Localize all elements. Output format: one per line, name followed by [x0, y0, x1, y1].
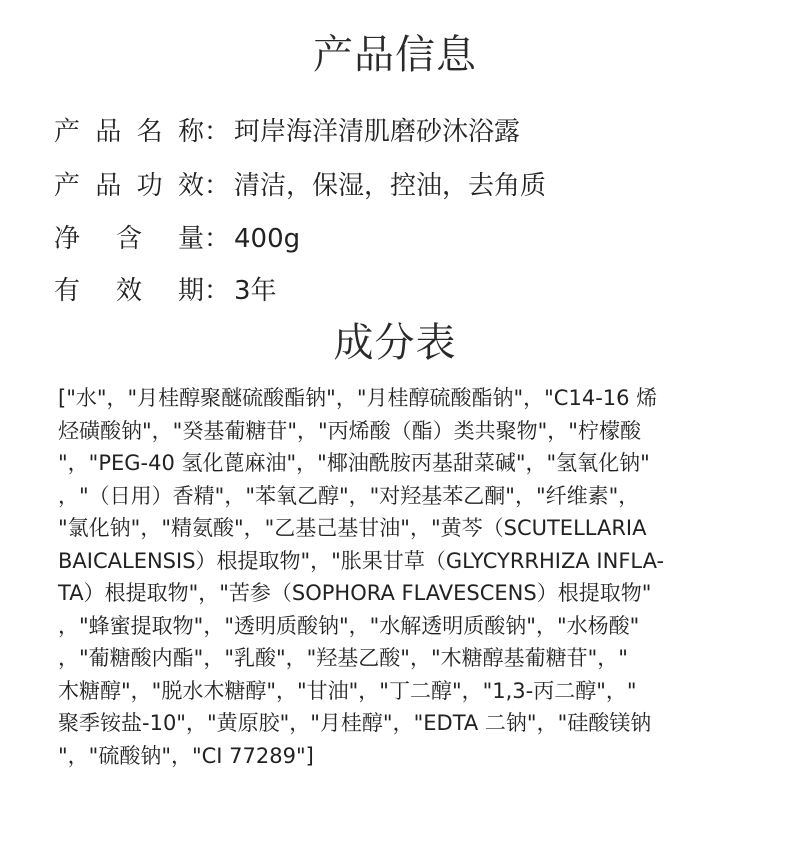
- info-label: 有效期: [54, 276, 204, 306]
- info-row-shelf-life: [54, 273, 277, 309]
- info-row-product-name: [54, 114, 520, 150]
- info-value: 3年: [234, 276, 277, 306]
- ingredients-list: ["水"，"月桂醇聚醚硫酸酯钠"，"月桂醇硫酸酯钠"，"C14-16 烯 烃磺酸钠"，"癸基葡糖苷"，"丙烯酸（酯）类共聚物"，"柠檬酸 "，"PEG-40 氢化蓖麻油"，"椰油酰胺丙基甜菜碱"，"氢氧化钠" ，"（日用）香精"，"苯氧乙醇"，"对羟基苯乙酮"，"纤维素"， "氯化钠"，"精氨酸"，"乙基己基甘油"，"黄芩（SCUTELLARIA BAICALENSIS）根提取物"，"胀果甘草（GLYCYRRHIZA INFLA- TA）根提取物"，"苦参（SOPHORA FLAVESCENS）根提取物" ，"蜂蜜提取物"，"透明质酸钠"，"水解透明质酸钠"，"水杨酸" ，"葡糖酸内酯"，"乳酸"，"羟基乙酸"，"木糖醇基葡糖苷"，" 木糖醇"，"脱水木糖醇"，"甘油"，"丁二醇"，"1,3-丙二醇"，" 聚季铵盐-10"，"黄原胶"，"月桂醇"，"EDTA 二钠"，"硅酸镁钠 "，"硫酸钠"，"CI 77289"]: [58, 386, 665, 768]
- info-value: 400g: [234, 224, 301, 254]
- product-info-title: 产品信息: [313, 32, 477, 78]
- ingredients-title: 成分表: [333, 320, 457, 366]
- info-row-product-effect: [54, 168, 546, 204]
- info-colon: ：: [204, 276, 231, 306]
- info-value: 珂岸海洋清肌磨砂沐浴露: [234, 117, 521, 147]
- info-colon: ：: [204, 171, 231, 201]
- info-label: 产品名称: [54, 117, 204, 147]
- info-label: 产品功效: [54, 171, 204, 201]
- info-value: 清洁，保湿，控油，去角质: [234, 171, 547, 201]
- info-row-net-content: [54, 221, 300, 257]
- info-label: 净含量: [54, 224, 204, 254]
- info-colon: ：: [204, 117, 231, 147]
- info-colon: ：: [204, 224, 231, 254]
